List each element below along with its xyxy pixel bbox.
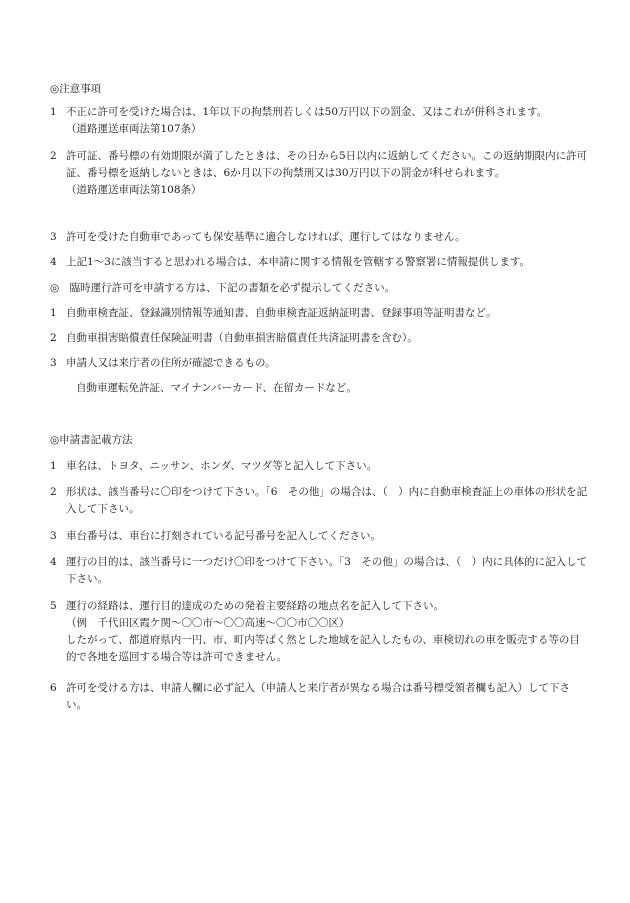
- item-text: 申請人又は来庁者の住所が確認できるもの。: [66, 357, 276, 369]
- item-text: 運行の目的は、該当番号に一つだけ〇印をつけて下さい。「3 その他」の場合は、（ ）内に具体的に記入して下さい。: [66, 556, 588, 585]
- section-heading-notes: ◎注意事項: [50, 83, 102, 95]
- item-text: 運行の経路は、運行目的達成のための発着主要経路の地点名を記入して下さい。: [66, 600, 444, 612]
- item-text: 形状は、該当番号に〇印をつけて下さい。「6 その他」の場合は、（ ）内に自動車検査証上の車体の形状を記入して下さい。: [66, 486, 588, 515]
- law-reference: （道路運送車両法第108条）: [66, 184, 202, 196]
- item-number: 6: [50, 682, 57, 694]
- notes-item-4: [50, 254, 590, 271]
- fill-item-4: [50, 554, 590, 588]
- item-number: 3: [50, 530, 57, 542]
- item-number: 5: [50, 600, 57, 612]
- item-number: 1: [50, 106, 57, 118]
- item-text: 上記1～3に該当すると思われる場合は、本申請に関する情報を管轄する警察署に情報提供します。: [66, 256, 531, 268]
- item-number: 1: [50, 307, 57, 319]
- law-reference: （道路運送車両法第107条）: [66, 123, 202, 135]
- documents-item-1: [50, 305, 590, 322]
- notes-item-3: [50, 229, 590, 246]
- item-text: 車台番号は、車台に打刻されている記号番号を記入してください。: [66, 530, 381, 542]
- documents-item-2: [50, 330, 590, 347]
- fill-item-5: [50, 598, 590, 666]
- item-number: 3: [50, 357, 57, 369]
- item-text: 車名は、トヨタ、ニッサン、ホンダ、マツダ等と記入して下さい。: [66, 460, 378, 472]
- documents-item-3: [50, 355, 590, 372]
- fill-item-1: [50, 458, 590, 475]
- item-text: 不正に許可を受けた場合は、1年以下の拘禁刑若しくは50万円以下の罰金、又はこれが併科されます。: [66, 106, 548, 118]
- fill-item-2: [50, 484, 590, 518]
- item-number: 1: [50, 460, 57, 472]
- item-number: 2: [50, 150, 57, 162]
- item-number: 2: [50, 486, 57, 498]
- item-number: 4: [50, 256, 57, 268]
- notes-item-1: [50, 104, 590, 138]
- item-text: 自動車損害賠償責任保険証明書（自動車損害賠償責任共済証明書を含む）。: [66, 332, 418, 344]
- route-example: （例 千代田区霞ケ関～〇〇市～〇〇高速～〇〇市〇〇区）: [66, 617, 350, 629]
- item-number: 2: [50, 332, 57, 344]
- item-number: 3: [50, 231, 57, 243]
- item-text: 自動車検査証、登録識別情報等通知書、自動車検査証返納証明書、登録事項等証明書など。: [66, 307, 497, 319]
- item-text: 許可証、番号標の有効期限が満了したときは、その日から5日以内に返納してください。この返納期限内に許可証、番号標を返納しないときは、6か月以下の拘禁刑又は30万円以下の罰金が科せられます。: [66, 150, 588, 179]
- item-text: 許可を受ける方は、申請人欄に必ず記入（申請人と来庁者が異なる場合は番号標受領者欄も記入）して下さい。: [66, 682, 570, 711]
- item-text-continued: したがって、都道府県内一円、市、町内等ばく然とした地域を記入したもの、車検切れの車を販売する等の目的で各地を巡回する場合等は許可できません。: [66, 634, 580, 663]
- notes-item-2: [50, 148, 590, 199]
- section-heading-how-to-fill: ◎申請書記載方法: [50, 434, 133, 446]
- fill-item-6: [50, 680, 590, 714]
- fill-item-3: [50, 528, 590, 545]
- section-heading-required-documents: ◎ 臨時運行許可を申請する方は、下記の書類を必ず提示してください。: [50, 282, 396, 294]
- item-text: 許可を受けた自動車であっても保安基準に適合しなければ、運行してはなりません。: [66, 231, 466, 243]
- documents-examples: 自動車運転免許証、マイナンバーカード、在留カードなど。: [76, 382, 357, 394]
- item-number: 4: [50, 556, 57, 568]
